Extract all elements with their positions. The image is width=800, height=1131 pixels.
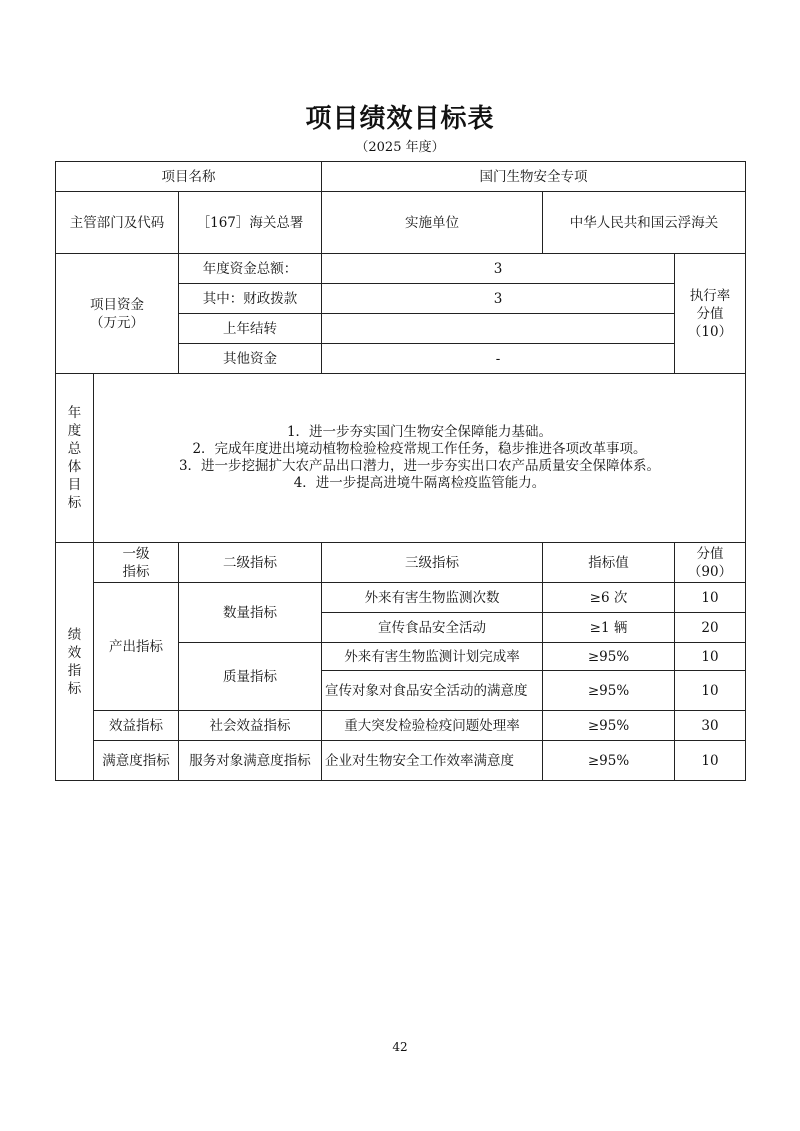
label-overall-goals: 年 度 总 体 目 标 — [56, 374, 94, 543]
label-carryover: 上年结转 — [179, 314, 322, 344]
indicator-value: ≥95% — [543, 671, 675, 711]
funds-unit: （万元） — [90, 314, 144, 331]
value-impl-unit: 中华人民共和国云浮海关 — [543, 192, 746, 254]
label-impl-unit: 实施单位 — [322, 192, 543, 254]
indicator-value: ≥95% — [543, 643, 675, 671]
value-annual-total: 3 — [322, 254, 675, 284]
row-dept — [56, 192, 746, 254]
table-row — [56, 741, 746, 781]
indicator-name: 外来有害生物监测次数 — [322, 583, 543, 613]
page-title: 项目绩效目标表 — [305, 104, 495, 134]
goal-item: 3．进一步挖掘扩大农产品出口潜力，进一步夯实出口农产品质量安全保障体系。 — [178, 458, 661, 474]
overall-goals-content — [94, 374, 746, 543]
funds-title: 项目资金 — [90, 296, 144, 313]
row-annual-total — [56, 254, 746, 284]
group-service: 服务对象满意度指标 — [179, 741, 322, 781]
header-level3: 三级指标 — [322, 543, 543, 583]
indicator-value: ≥95% — [543, 741, 675, 781]
group-benefit: 效益指标 — [94, 711, 179, 741]
exec-rate-line2: 分值 — [696, 305, 724, 322]
exec-rate-line3: （10） — [687, 323, 733, 340]
indicator-value: ≥6 次 — [543, 583, 675, 613]
group-quantity: 数量指标 — [179, 583, 322, 643]
indicator-score: 20 — [675, 613, 746, 643]
label-other: 其他资金 — [179, 344, 322, 374]
value-project-name: 国门生物安全专项 — [322, 162, 746, 192]
exec-rate-line1: 执行率 — [689, 287, 731, 304]
indicator-score: 30 — [675, 711, 746, 741]
indicator-value: ≥95% — [543, 711, 675, 741]
label-project-name: 项目名称 — [56, 162, 322, 192]
label-annual-total: 年度资金总额： — [179, 254, 322, 284]
header-index-value: 指标值 — [543, 543, 675, 583]
value-other: - — [322, 344, 675, 374]
performance-goal-table — [55, 161, 746, 781]
page-number: 42 — [392, 1040, 408, 1054]
header-level2: 二级指标 — [179, 543, 322, 583]
indicator-score: 10 — [675, 643, 746, 671]
group-output: 产出指标 — [94, 583, 179, 711]
label-performance-indicators: 绩 效 指 标 — [56, 543, 94, 781]
header-level1: 一级 指标 — [94, 543, 179, 583]
row-project-name — [56, 162, 746, 192]
indicator-name: 外来有害生物监测计划完成率 — [322, 643, 543, 671]
value-fiscal: 3 — [322, 284, 675, 314]
indicator-score: 10 — [675, 671, 746, 711]
goal-item: 4．进一步提高进境牛隔离检疫监管能力。 — [293, 475, 546, 491]
table-row — [56, 583, 746, 613]
indicator-name: 重大突发检验检疫问题处理率 — [322, 711, 543, 741]
indicator-value: ≥1 辆 — [543, 613, 675, 643]
goal-item: 1．进一步夯实国门生物安全保障能力基础。 — [286, 424, 553, 440]
indicator-name: 宣传对象对食品安全活动的满意度 — [322, 671, 543, 711]
label-dept-code: 主管部门及代码 — [56, 192, 179, 254]
group-quality: 质量指标 — [179, 643, 322, 711]
label-fiscal: 其中：财政拨款 — [179, 284, 322, 314]
year-subtitle: （2025 年度） — [355, 140, 445, 155]
indicator-name: 企业对生物安全工作效率满意度 — [322, 741, 543, 781]
row-overall-goals — [56, 374, 746, 543]
table-row — [56, 711, 746, 741]
label-exec-rate — [675, 254, 746, 374]
group-satisfaction: 满意度指标 — [94, 741, 179, 781]
indicator-score: 10 — [675, 741, 746, 781]
indicator-name: 宣传食品安全活动 — [322, 613, 543, 643]
row-indicator-header — [56, 543, 746, 583]
indicator-score: 10 — [675, 583, 746, 613]
value-dept-code: ［167］海关总署 — [179, 192, 322, 254]
value-carryover — [322, 314, 675, 344]
header-score: 分值 （90） — [675, 543, 746, 583]
label-funds — [56, 254, 179, 374]
goal-item: 2．完成年度进出境动植物检验检疫常规工作任务，稳步推进各项改革事项。 — [192, 441, 647, 457]
group-social: 社会效益指标 — [179, 711, 322, 741]
